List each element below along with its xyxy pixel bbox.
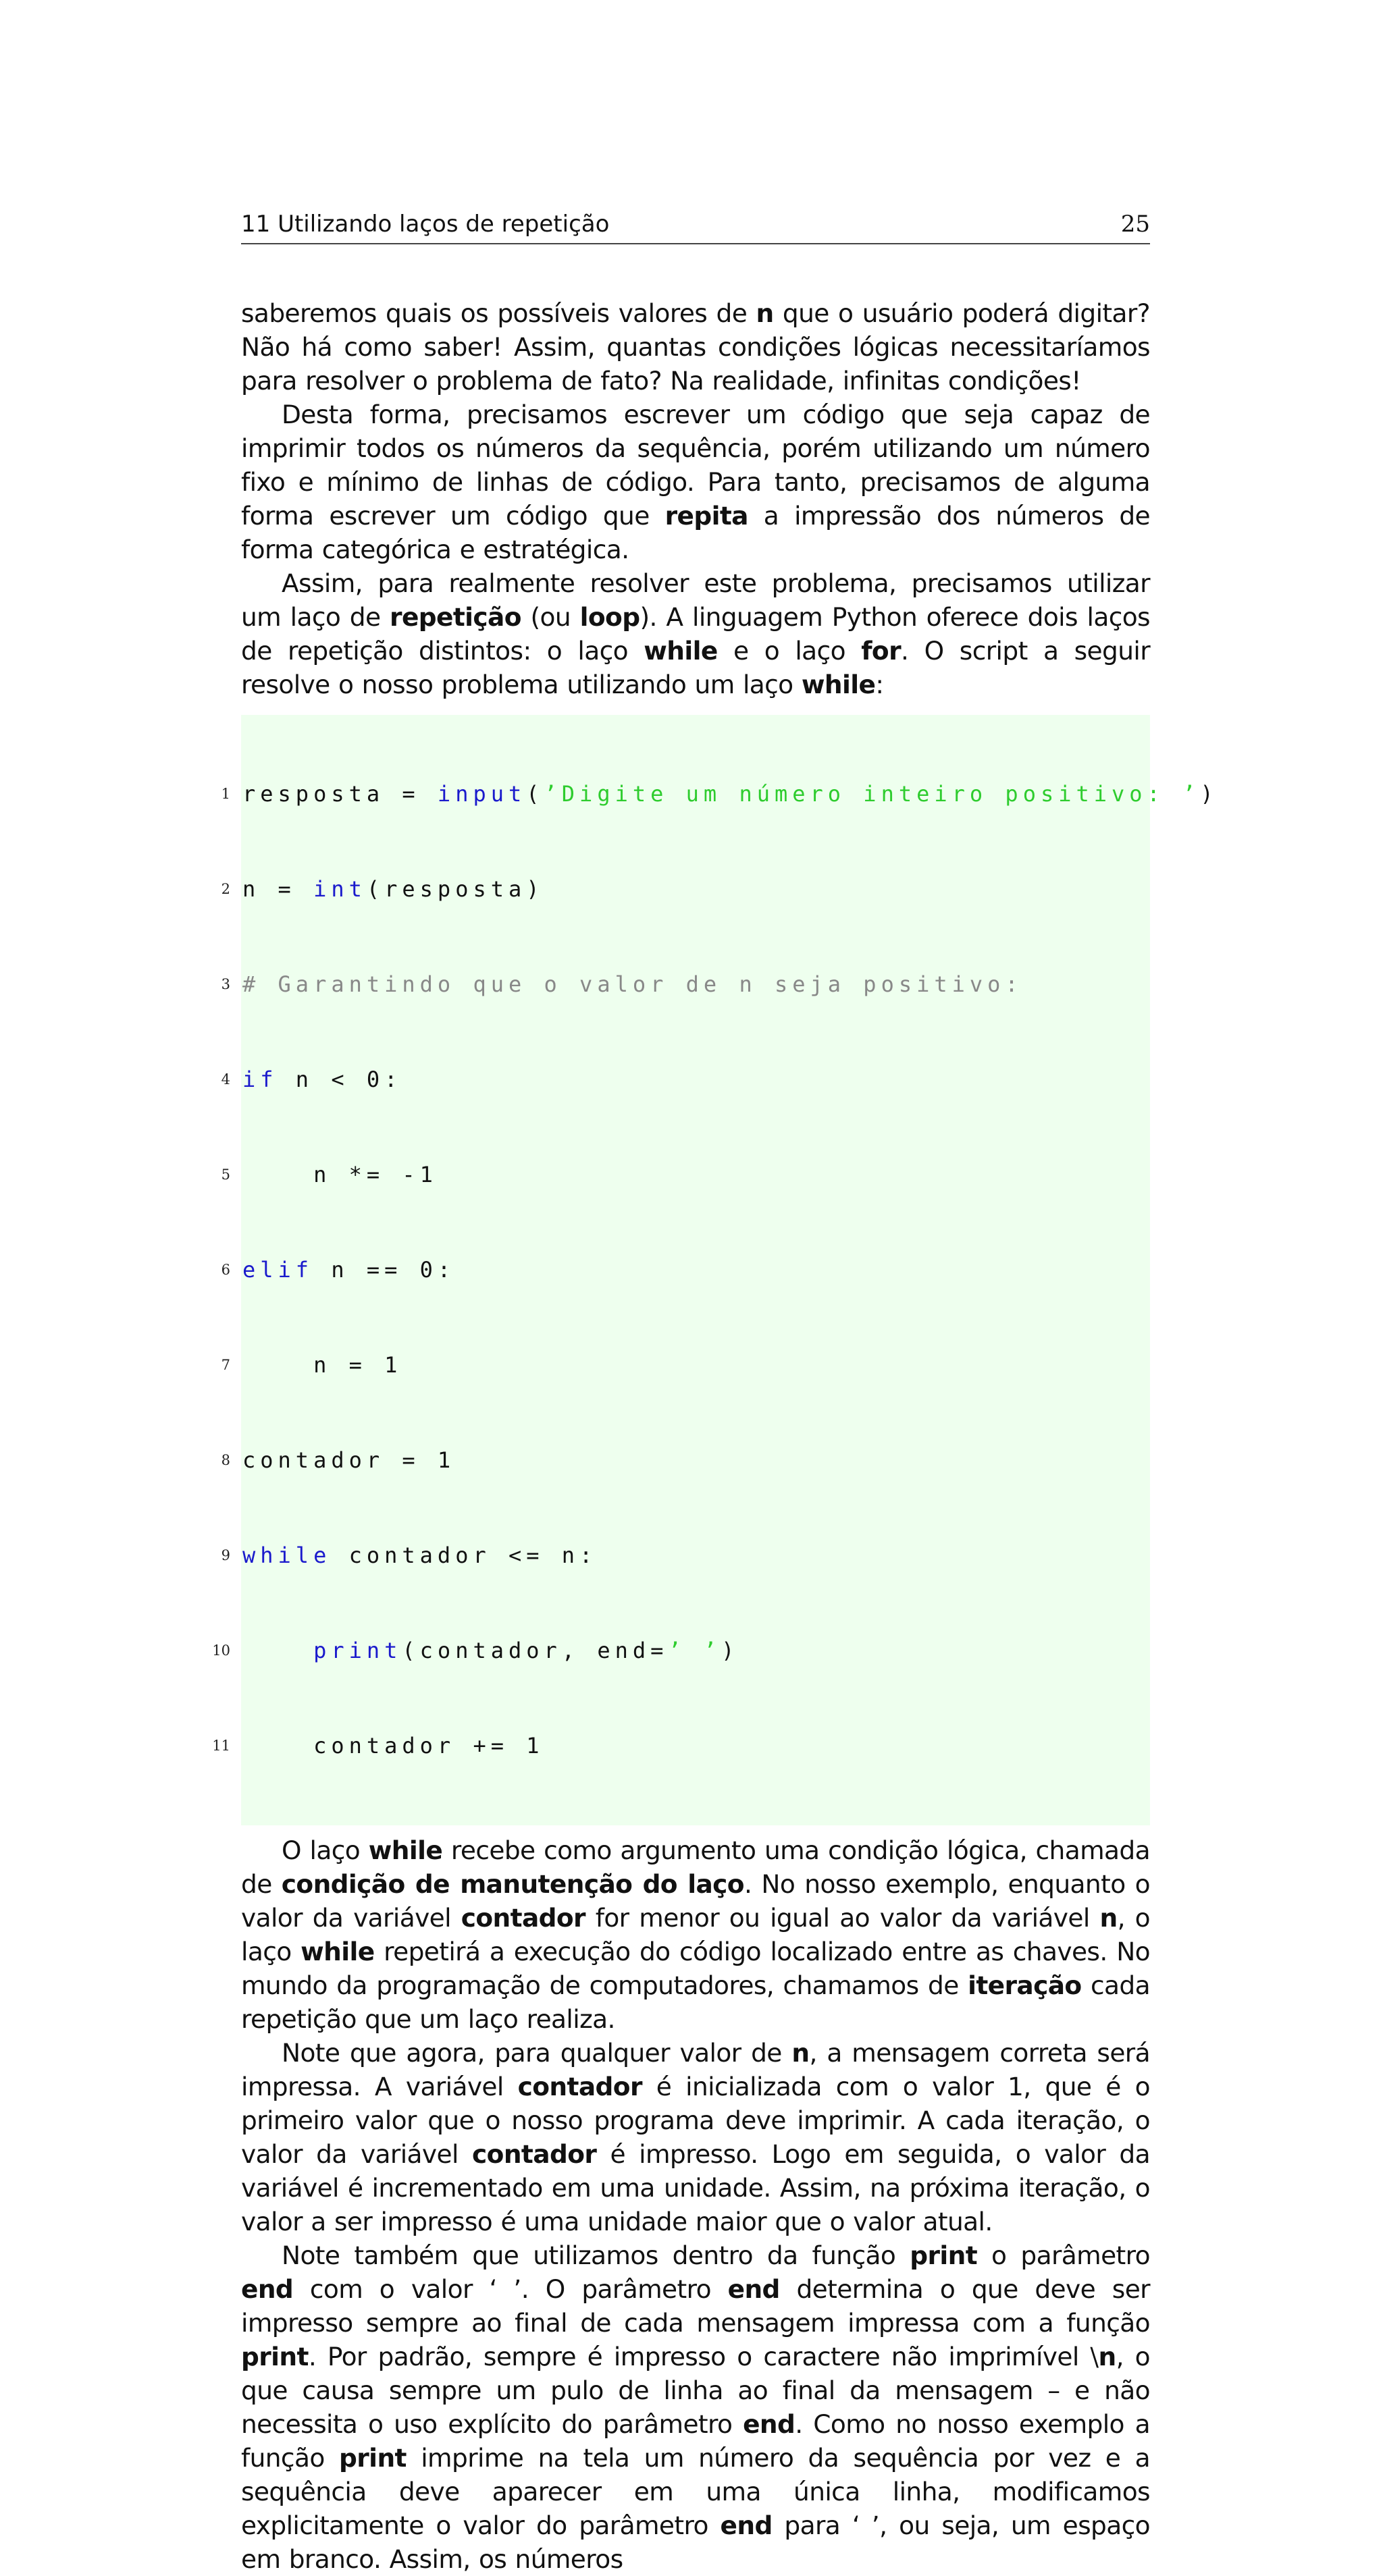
paragraph-2 bbox=[241, 398, 1150, 566]
code-line bbox=[221, 874, 1150, 905]
line-number: 4 bbox=[221, 1071, 230, 1088]
code-line bbox=[221, 1445, 1150, 1476]
line-number: 1 bbox=[221, 786, 230, 802]
text-span: (resposta) bbox=[366, 876, 544, 902]
text-span: # Garantindo que o valor de n seja positivo: bbox=[242, 971, 1023, 997]
running-header bbox=[241, 209, 1150, 244]
text-span: para ‘ ’, ou seja, um espaço em branco. Assim, os números bbox=[241, 2511, 1150, 2574]
text-span: o parâmetro bbox=[977, 2240, 1151, 2270]
text-span: contador = 1 bbox=[242, 1447, 456, 1473]
line-number: 7 bbox=[221, 1357, 230, 1373]
bold-term: contador bbox=[461, 1903, 585, 1933]
bold-term: n bbox=[1098, 2342, 1116, 2371]
text-span bbox=[242, 1638, 313, 1663]
chapter-title: 11 Utilizando laços de repetição bbox=[241, 211, 610, 238]
text-span: : bbox=[875, 670, 884, 699]
text-span: , a mensagem correta será impressa. A variável bbox=[241, 2038, 1150, 2101]
text-span: a impressão dos números de forma categórica e estratégica. bbox=[241, 501, 1150, 564]
line-number: 11 bbox=[212, 1738, 230, 1754]
text-span: repetirá a execução do código localizado entre as chaves. No mundo da programação de computadores, chamamos de bbox=[241, 1937, 1150, 2000]
text-span: , o que causa sempre um pulo de linha ao final da mensagem – e não necessita o uso explícito do parâmetro bbox=[241, 2342, 1150, 2439]
text-span: saberemos quais os possíveis valores de bbox=[241, 298, 756, 328]
text-span: ( bbox=[526, 781, 544, 807]
text-span: for menor ou igual ao valor da variável bbox=[585, 1903, 1100, 1933]
text-span: Desta forma, precisamos escrever um código que seja capaz de imprimir todos os números da sequência, porém utilizando um número fixo e mínimo de linhas de código. Para tanto, precisamos de alguma forma escrever um código que bbox=[241, 400, 1150, 531]
text-span: ) bbox=[721, 1638, 739, 1663]
bold-term: end bbox=[743, 2409, 795, 2439]
page-content bbox=[212, 209, 1218, 2576]
line-number: 6 bbox=[221, 1262, 230, 1278]
text-span: cada repetição que um laço realiza. bbox=[241, 1970, 1150, 2034]
bold-term: for bbox=[861, 636, 901, 666]
code-line bbox=[212, 1635, 1150, 1667]
bold-term: contador bbox=[472, 2139, 597, 2169]
text-span: . O script a seguir resolve o nosso problema utilizando um laço bbox=[241, 636, 1151, 699]
bold-term: print bbox=[339, 2443, 407, 2473]
paragraph-6 bbox=[241, 2238, 1150, 2576]
text-span: \ bbox=[1090, 2342, 1099, 2371]
bold-term: while bbox=[801, 670, 876, 699]
text-span: contador <= n: bbox=[331, 1542, 598, 1568]
line-number: 8 bbox=[221, 1452, 230, 1468]
text-span: que o usuário poderá digitar? Não há como saber! Assim, quantas condições lógicas necessitaríamos para resolver o problema de fato? Na realidade, infinitas condições! bbox=[241, 298, 1150, 396]
code-line bbox=[221, 969, 1150, 1000]
paragraph-3 bbox=[241, 566, 1150, 701]
bold-term: iteração bbox=[968, 1970, 1082, 2000]
text-span: ’Digite um número inteiro positivo: ’ bbox=[544, 781, 1201, 807]
bold-term: end bbox=[720, 2511, 773, 2540]
text-span: ’ ’ bbox=[668, 1638, 722, 1663]
text-span: , o laço bbox=[241, 1903, 1150, 1966]
text-span: Assim, para realmente resolver este problema, precisamos utilizar um laço de bbox=[241, 568, 1150, 632]
text-span: recebe como argumento uma condição lógica, chamada de bbox=[241, 1835, 1150, 1899]
bold-term: n bbox=[1099, 1903, 1118, 1933]
bold-term: loop bbox=[579, 602, 640, 632]
text-span: Note que agora, para qualquer valor de bbox=[282, 2038, 792, 2068]
bold-term: n bbox=[756, 298, 774, 328]
code-line bbox=[221, 778, 1218, 810]
bold-term: while bbox=[301, 1937, 375, 1966]
text-span: (ou bbox=[521, 602, 580, 632]
code-line bbox=[221, 1349, 1150, 1381]
text-span: int bbox=[313, 876, 367, 902]
text-span: com o valor ‘ ’. O parâmetro bbox=[293, 2274, 728, 2304]
line-number: 5 bbox=[221, 1166, 230, 1183]
text-span: contador += 1 bbox=[242, 1733, 544, 1759]
bold-term: repetição bbox=[390, 602, 521, 632]
text-span: input bbox=[437, 781, 527, 807]
page-number: 25 bbox=[1120, 211, 1150, 238]
code-listing bbox=[212, 715, 1218, 1825]
bold-term: n bbox=[791, 2038, 810, 2068]
bold-term: while bbox=[644, 636, 718, 666]
bold-term: print bbox=[241, 2342, 309, 2371]
code-line bbox=[221, 1540, 1150, 1572]
text-span: n = 1 bbox=[242, 1352, 402, 1378]
text-span: (contador, end= bbox=[402, 1638, 669, 1663]
text-span: . No nosso exemplo, enquanto o valor da variável bbox=[241, 1869, 1150, 1933]
code-line bbox=[212, 1730, 1150, 1762]
code-block bbox=[212, 715, 1218, 1825]
text-span: Note também que utilizamos dentro da função bbox=[282, 2240, 910, 2270]
text-span: elif bbox=[242, 1257, 314, 1283]
paragraph-4 bbox=[241, 1833, 1150, 2036]
bold-term: contador bbox=[517, 2072, 642, 2101]
text-span: . Como no nosso exemplo a função bbox=[241, 2409, 1150, 2473]
line-number: 3 bbox=[221, 976, 230, 992]
line-number: 9 bbox=[221, 1547, 230, 1563]
text-span: . Por padrão, sempre é impresso o caractere não imprimível bbox=[308, 2342, 1091, 2371]
line-number: 2 bbox=[221, 881, 230, 897]
bold-term: repita bbox=[664, 501, 748, 531]
code-line bbox=[221, 1159, 1150, 1191]
text-span: print bbox=[313, 1638, 402, 1663]
bold-term: end bbox=[727, 2274, 780, 2304]
text-span: resposta = bbox=[242, 781, 438, 807]
text-span: n == 0: bbox=[313, 1257, 456, 1283]
text-span: n < 0: bbox=[278, 1067, 402, 1092]
text-span: determina o que deve ser impresso sempre ao final de cada mensagem impressa com a função bbox=[241, 2274, 1150, 2338]
code-line bbox=[221, 1254, 1150, 1286]
bold-term: while bbox=[368, 1835, 443, 1865]
text-span: n *= -1 bbox=[242, 1162, 438, 1187]
text-span: while bbox=[242, 1542, 332, 1568]
line-number: 10 bbox=[212, 1642, 230, 1659]
text-span: é inicializada com o valor 1, que é o primeiro valor que o nosso programa deve imprimir. A cada iteração, o valor da variável bbox=[241, 2072, 1150, 2169]
text-span: e o laço bbox=[717, 636, 862, 666]
text-span: imprime na tela um número da sequência por vez e a sequência deve aparecer em uma única linha, modificamos explicitamente o valor do parâmetro bbox=[241, 2443, 1150, 2540]
code-line bbox=[221, 1064, 1150, 1096]
text-span: ) bbox=[1200, 781, 1218, 807]
text-span: n = bbox=[242, 876, 314, 902]
text-span: ). A linguagem Python oferece dois laços de repetição distintos: o laço bbox=[241, 602, 1150, 666]
bold-term: end bbox=[241, 2274, 294, 2304]
paragraph-1 bbox=[241, 296, 1150, 398]
bold-term: condição de manutenção do laço bbox=[281, 1869, 744, 1899]
paragraph-5 bbox=[241, 2036, 1150, 2238]
bold-term: print bbox=[910, 2240, 978, 2270]
text-span: O laço bbox=[282, 1835, 369, 1865]
text-span: é impresso. Logo em seguida, o valor da variável é incrementado em uma unidade. Assim, na próxima iteração, o valor a ser impresso é uma unidade maior que o valor atual. bbox=[241, 2139, 1150, 2236]
text-span: if bbox=[242, 1067, 278, 1092]
